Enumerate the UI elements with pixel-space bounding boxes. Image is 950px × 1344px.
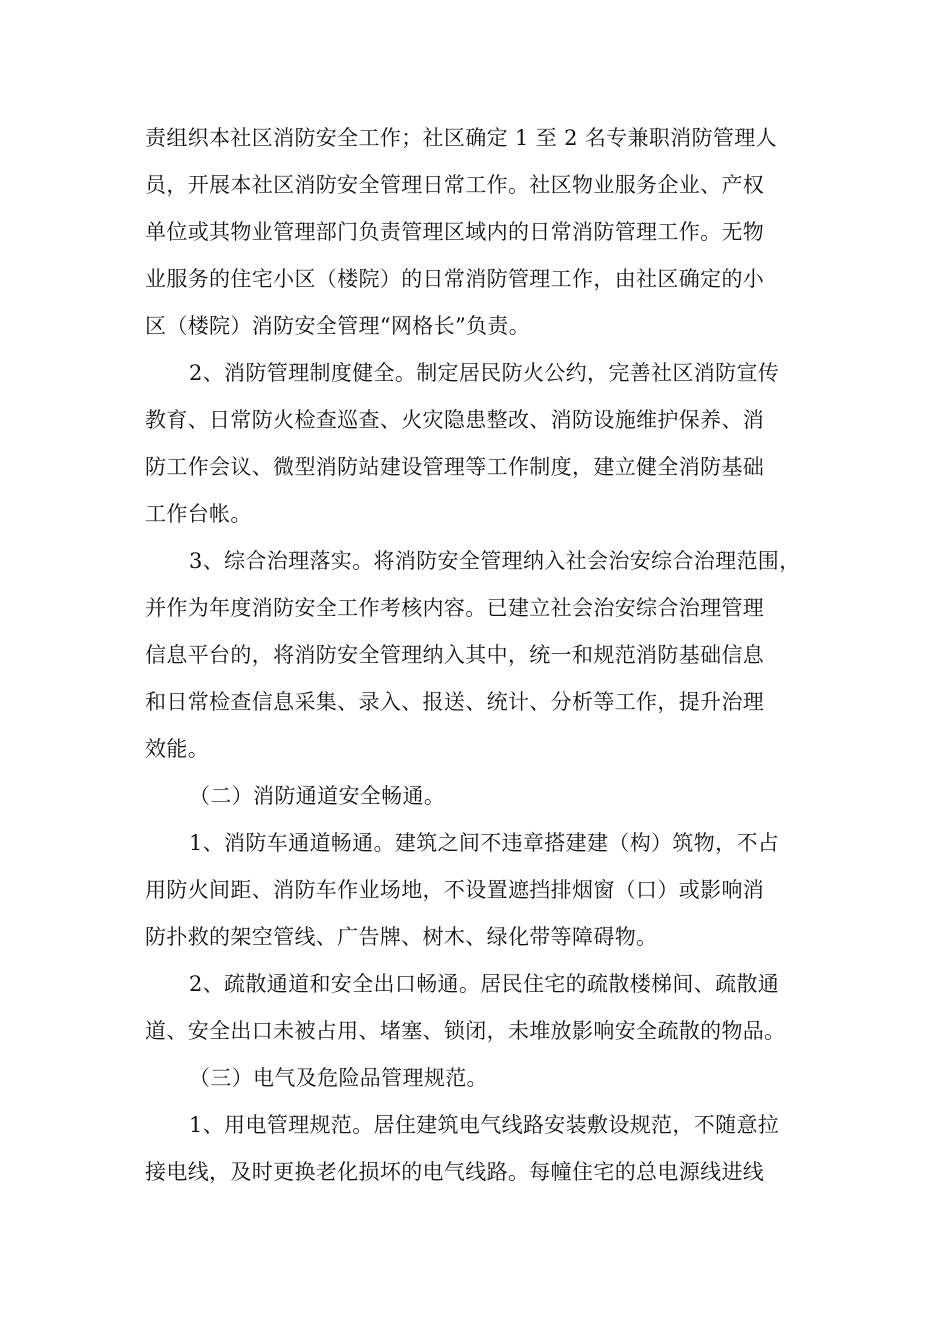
text-line: 防扑救的架空管线、广告牌、树木、绿化带等障碍物。 <box>145 925 658 949</box>
text-line: 防工作会议、微型消防站建设管理等工作制度，建立健全消防基础 <box>145 455 765 479</box>
text-line: 责组织本社区消防安全工作；社区确定 1 至 2 名专兼职消防管理人 <box>145 126 777 150</box>
text-line: 2、消防管理制度健全。制定居民防火公约，完善社区消防宣传 <box>189 361 780 385</box>
text-line: 1、用电管理规范。居住建筑电气线路安装敷设规范，不随意拉 <box>189 1113 780 1137</box>
text-line: 1、消防车通道畅通。建筑之间不违章搭建建（构）筑物，不占 <box>189 831 780 855</box>
text-line: 2、疏散通道和安全出口畅通。居民住宅的疏散楼梯间、疏散通 <box>189 972 780 996</box>
text-line: 教育、日常防火检查巡查、火灾隐患整改、消防设施维护保养、消 <box>145 408 765 432</box>
text-line: 3、综合治理落实。将消防安全管理纳入社会治安综合治理范围， <box>189 549 801 573</box>
text-line: 信息平台的，将消防安全管理纳入其中，统一和规范消防基础信息 <box>145 643 765 667</box>
text-line: 员，开展本社区消防安全管理日常工作。社区物业服务企业、产权 <box>145 173 765 197</box>
text-line: 工作台帐。 <box>145 502 252 526</box>
section-heading: （二）消防通道安全畅通。 <box>189 784 446 808</box>
text-line: 区（楼院）消防安全管理“网格长”负责。 <box>145 314 531 338</box>
text-line: 用防火间距、消防车作业场地，不设置遮挡排烟窗（口）或影响消 <box>145 878 765 902</box>
text-line: 接电线，及时更换老化损坏的电气线路。每幢住宅的总电源线进线 <box>145 1160 765 1184</box>
section-heading: （三）电气及危险品管理规范。 <box>189 1066 488 1090</box>
text-line: 单位或其物业管理部门负责管理区域内的日常消防管理工作。无物 <box>145 220 765 244</box>
text-line: 业服务的住宅小区（楼院）的日常消防管理工作，由社区确定的小 <box>145 267 765 291</box>
text-line: 和日常检查信息采集、录入、报送、统计、分析等工作，提升治理 <box>145 690 765 714</box>
text-line: 并作为年度消防安全工作考核内容。已建立社会治安综合治理管理 <box>145 596 765 620</box>
text-line: 效能。 <box>145 737 210 761</box>
text-line: 道、安全出口未被占用、堵塞、锁闭，未堆放影响安全疏散的物品。 <box>145 1019 786 1043</box>
